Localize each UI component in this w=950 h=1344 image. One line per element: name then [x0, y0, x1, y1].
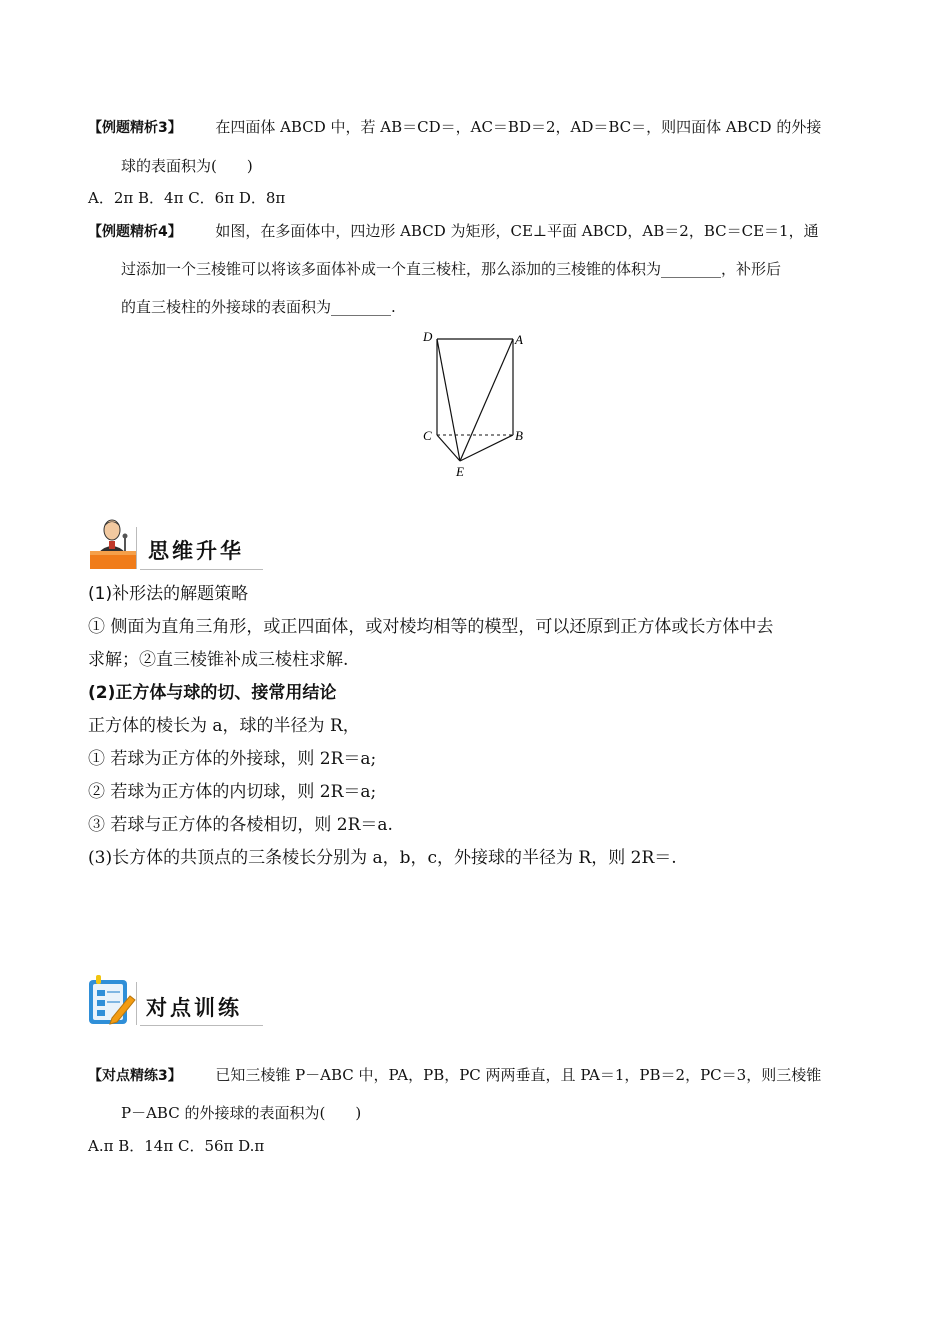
example-4-tag: 【例题精析4】 [88, 224, 182, 240]
think-heading-1: (1)补形法的解题策略 [88, 584, 249, 604]
practice-banner [88, 972, 263, 1027]
example-4-question-cont-2: 的直三棱柱的外接球的表面积为________. [121, 298, 396, 316]
example-3-question: 在四面体 ABCD 中，若 AB＝CD＝，AC＝BD＝2，AD＝BC＝，则四面体 ABCD 的外接 [215, 118, 822, 136]
vertex-label-D: D [423, 329, 433, 344]
edge-BE [460, 435, 513, 461]
practice-3-tag: 【对点精练3】 [88, 1068, 182, 1084]
think-paragraph-6: (3)长方体的共顶点的三条棱长分别为 a，b，c，外接球的半径为 R，则 2R＝. [88, 848, 677, 868]
example-3-options: A．2π B．4π C．6π D．8π [88, 189, 286, 207]
practice-3-options: A.π B．14π C．56π D.π [88, 1137, 265, 1155]
edge-DE [437, 339, 460, 461]
think-paragraph-2: 正方体的棱长为 a，球的半径为 R， [88, 716, 360, 736]
example-3-question-cont: 球的表面积为( ) [121, 157, 253, 175]
think-paragraph-4: ② 若球为正方体的内切球，则 2R＝a; [88, 782, 377, 802]
practice-3-question-cont: P－ABC 的外接球的表面积为( ) [121, 1104, 362, 1122]
think-paragraph-1b: 求解；②直三棱锥补成三棱柱求解. [88, 650, 349, 670]
practice-title: 对点训练 [146, 996, 242, 1020]
vertex-label-A: A [515, 332, 523, 347]
edge-AE [460, 339, 513, 461]
think-title: 思维升华 [148, 539, 244, 563]
think-paragraph-1a: ① 侧面为直角三角形，或正四面体，或对棱均相等的模型，可以还原到正方体或长方体中去 [88, 617, 774, 637]
notebook-pencil-icon [88, 972, 138, 1027]
practice-3-first-line [88, 1065, 821, 1086]
think-paragraph-3: ① 若球为正方体的外接球，则 2R＝a; [88, 749, 377, 769]
practice-3-question: 已知三棱锥 P－ABC 中，PA，PB，PC 两两垂直，且 PA＝1，PB＝2，PC＝3，则三棱锥 [215, 1066, 822, 1084]
polyhedron-figure [415, 325, 535, 485]
think-heading-2: (2)正方体与球的切、接常用结论 [88, 683, 337, 703]
example-4-question: 如图，在多面体中，四边形 ABCD 为矩形，CE⊥平面 ABCD，AB＝2，BC＝CE＝1，通 [215, 222, 819, 240]
vertex-label-B: B [515, 428, 523, 443]
example-4-question-cont-1: 过添加一个三棱锥可以将该多面体补成一个直三棱柱，那么添加的三棱锥的体积为________，补形后 [121, 260, 782, 278]
edge-CE [437, 435, 460, 461]
example-4-first-line [88, 221, 819, 242]
think-banner [88, 517, 263, 571]
teacher-icon [88, 517, 138, 571]
vertex-label-E: E [456, 464, 464, 479]
example-3-tag: 【例题精析3】 [88, 120, 182, 136]
think-paragraph-5: ③ 若球与正方体的各棱相切，则 2R＝a. [88, 815, 393, 835]
vertex-label-C: C [423, 428, 432, 443]
example-3-first-line [88, 117, 821, 138]
